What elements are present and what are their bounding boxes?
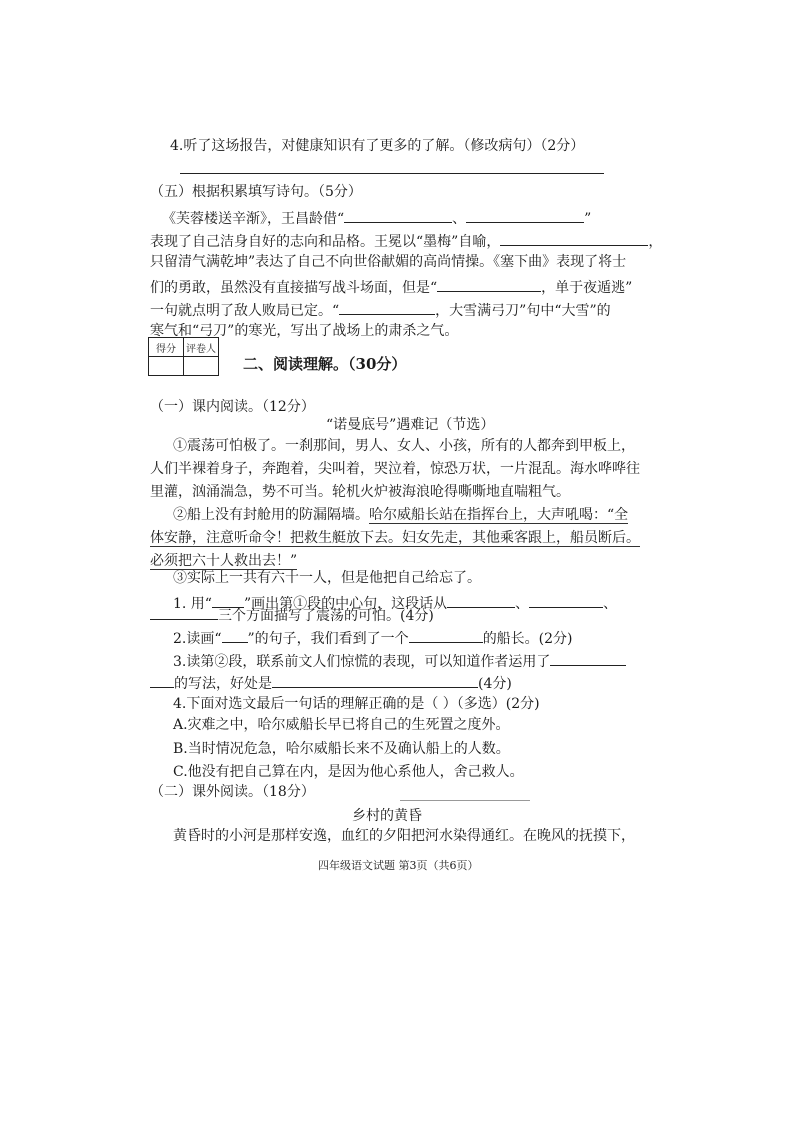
page-footer: 四年级语文试题 第3页（共6页） [318, 859, 479, 872]
passage-1-p2-line-2 [150, 529, 640, 547]
r1-question-2 [173, 627, 573, 648]
option-a[interactable]: A.灾难之中，哈尔威船长早已将自己的生死置之度外。 [173, 717, 510, 733]
text: ， [648, 234, 663, 250]
grader-cell[interactable] [184, 357, 219, 376]
blank[interactable] [344, 207, 452, 223]
text: ，单于夜遁逃” [541, 280, 633, 296]
text: 表现了自己洁身自好的志向和品格。王冕以“墨梅”自喻， [150, 234, 501, 250]
scan-line [400, 800, 530, 801]
section-5-line-4 [150, 276, 632, 297]
text: 《芙蓉楼送辛渐》，王昌龄借“ [162, 211, 345, 227]
question-4: 4.听了这场报告，对健康知识有了更多的了解。（修改病句）（2分） [170, 138, 585, 154]
section-5-line-3: 只留清气满乾坤”表达了自己不向世俗献媚的高尚情操。《塞下曲》表现了将士 [150, 254, 627, 270]
text: 1. 用“ [173, 596, 212, 612]
blank[interactable] [409, 627, 483, 643]
passage-1-p3-line-1: ③实际上一共有六十一人，但是他把自己给忘了。 [173, 570, 481, 586]
text: 三个方面描写了震荡的可怕。(4分) [218, 608, 434, 624]
section-5-line-1 [162, 207, 591, 228]
blank[interactable] [550, 650, 626, 666]
text: ②船上没有封舱用的防漏隔墙。 [173, 507, 369, 523]
option-b[interactable]: B.当时情况危急，哈尔威船长来不及确认船上的人数。 [173, 741, 510, 757]
score-label: 得分 [149, 338, 184, 357]
r1-question-3-line-1 [173, 650, 626, 671]
part-2-title: 二、阅读理解。（30分） [243, 355, 407, 373]
section-5-line-5 [150, 299, 611, 320]
passage-1-p2-line-3 [150, 552, 297, 570]
blank[interactable] [466, 207, 584, 223]
text: 、 [515, 596, 530, 612]
reading-2-label: （二）课外阅读。（18分） [150, 784, 315, 800]
text: 2.读画“ [173, 631, 222, 647]
text: ，大雪满弓刀”句中“大雪”的 [435, 303, 611, 319]
blank[interactable] [150, 672, 174, 688]
grader-label: 评卷人 [184, 338, 219, 357]
text: (4分) [478, 676, 512, 692]
option-c[interactable]: C.他没有把自己算在内，是因为他心系他人，舍己救人。 [173, 764, 524, 780]
passage-1-title: “诺曼底号”遇难记（节选） [326, 417, 495, 433]
text: 3.读第②段，联系前文人们惊慌的表现，可以知道作者运用了 [173, 654, 551, 670]
text: ”的句子，我们看到了一个 [247, 631, 409, 647]
blank[interactable] [500, 230, 648, 246]
blank[interactable] [447, 592, 515, 608]
text: ”画出第①段的中心句，这段话从 [243, 596, 448, 612]
text: 、 [452, 211, 467, 227]
score-cell[interactable] [149, 357, 184, 376]
passage-1-p1-line-3: 里灌，汹涌湍急，势不可当。轮机火炉被海浪呛得嘶嘶地直喘粗气。 [150, 484, 570, 500]
text: 的写法，好处是 [174, 676, 272, 692]
section-5-line-6: 寒气和“弓刀”的寒光，写出了战场上的肃杀之气。 [150, 323, 459, 339]
text: 们的勇敢，虽然没有直接描写战斗场面，但是“ [150, 280, 438, 296]
blank[interactable] [529, 592, 603, 608]
section-5-title: （五）根据积累填写诗句。（5分） [150, 184, 362, 200]
blank[interactable] [339, 299, 435, 315]
blank[interactable] [437, 276, 541, 292]
score-box [148, 337, 219, 376]
blank[interactable] [272, 672, 478, 688]
underlined-sentence: 哈尔威船长站在指挥台上，大声吼喝：“全 [369, 507, 629, 523]
r1-question-1-line-2 [150, 604, 434, 625]
reading-1-label: （一）课内阅读。（12分） [150, 399, 315, 415]
passage-1-p1-line-2: 人们半裸着身子，奔跑着，尖叫着，哭泣着，惊恐万状，一片混乱。海水哗哗往 [150, 461, 640, 477]
text: ” [584, 211, 592, 227]
text: 的船长。(2分) [482, 631, 573, 647]
r1-question-3-line-2 [150, 672, 512, 693]
underlined-sentence: 必须把六十人救出去！” [150, 553, 298, 569]
underlined-sentence: 体安静，注意听命令！把救生艇放下去。妇女先走，其他乘客跟上，船员断后。 [150, 530, 640, 546]
line-symbol [222, 630, 248, 643]
answer-line-q4[interactable] [180, 173, 604, 174]
r1-question-4: 4.下面对选文最后一句话的理解正确的是（ ）（多选）(2分) [173, 696, 540, 712]
section-5-line-2 [150, 230, 662, 251]
passage-2-title: 乡村的黄昏 [352, 808, 422, 824]
passage-1-p2-line-1 [173, 506, 628, 524]
passage-1-p1-line-1: ①震荡可怕极了。一刹那间，男人、女人、小孩，所有的人都奔到甲板上， [173, 438, 635, 454]
blank[interactable] [150, 604, 218, 620]
text: 、 [603, 596, 618, 612]
text: 一句就点明了敌人败局已定。“ [150, 303, 340, 319]
passage-2-p1-line-1: 黄昏时的小河是那样安逸，血红的夕阳把河水染得通红。在晚风的抚摸下， [173, 828, 635, 844]
